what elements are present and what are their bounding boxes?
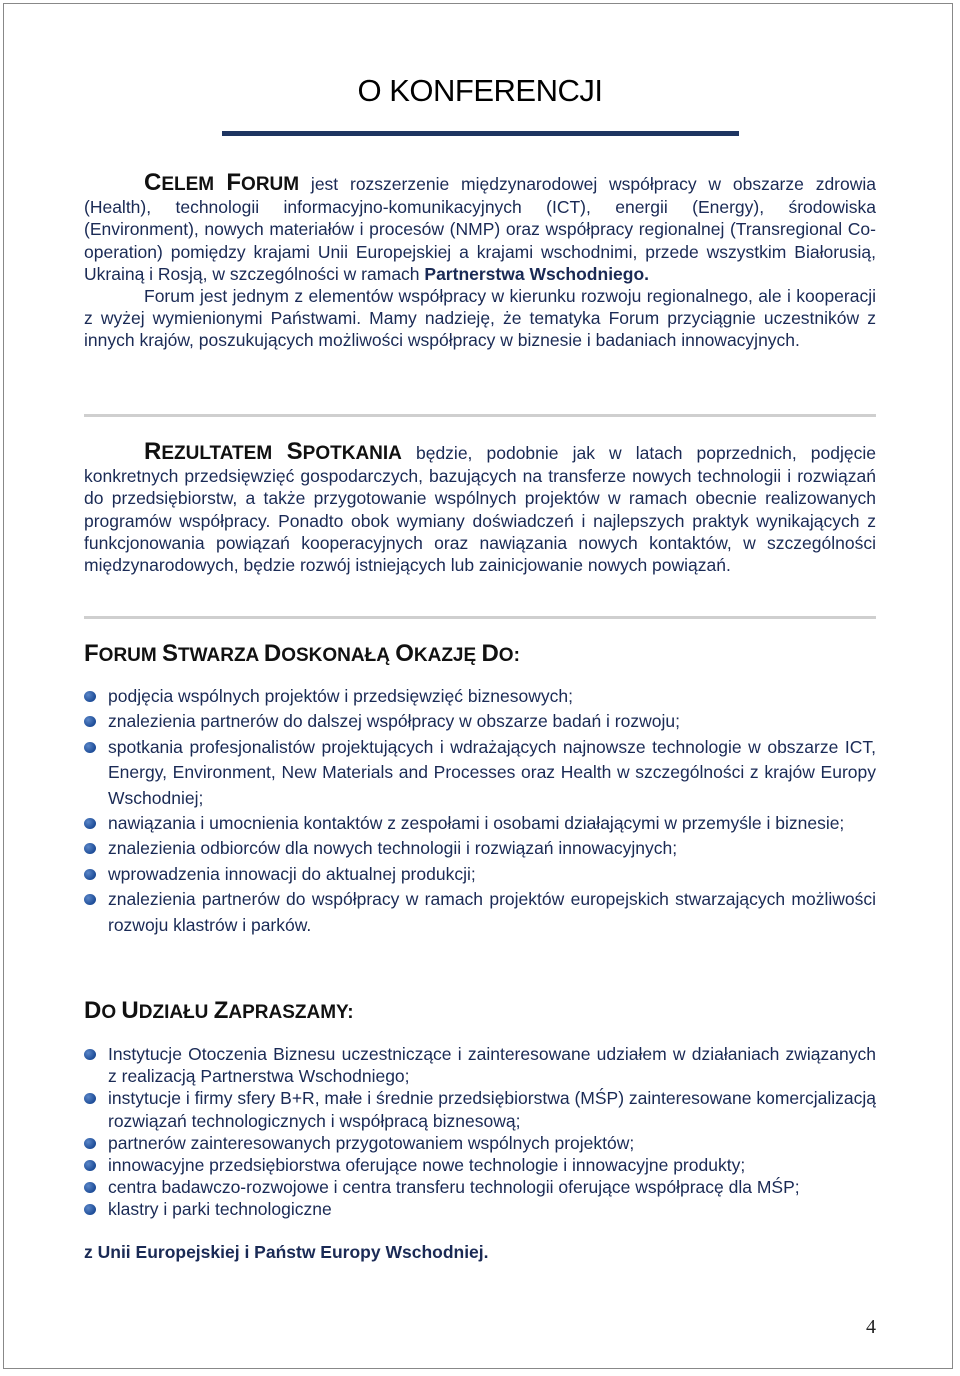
bullet-icon (84, 818, 96, 829)
lead-word-potkania: POTKANIA (302, 443, 402, 464)
list-item: spotkania profesjonalistów projektujących i wdrażających najnowsze technologie w obszarze ICT, Energy, Environment, New Materials and Processes oraz Health w szczególności z krajów Europy Wschodniej; (84, 735, 876, 811)
list-item: nawiązania i umocnienia kontaktów z zespołami i osobami działającymi w przemyśle i biznesie; (84, 811, 876, 836)
list-item: klastry i parki technologiczne (84, 1198, 876, 1220)
list-item: innowacyjne przedsiębiorstwa oferujące nowe technologie i innowacyjne produkty; (84, 1154, 876, 1176)
lead-letter-r: R (144, 438, 162, 465)
bullet-icon (84, 1182, 96, 1193)
zapraszamy-list (84, 1043, 876, 1221)
bullet-icon (84, 742, 96, 753)
forum-okazja-heading: FORUM STWARZA DOSKONAŁĄ OKAZJĘ DO: (84, 640, 520, 667)
section-celem-forum (84, 169, 876, 352)
zapraszamy-heading: DO UDZIAŁU ZAPRASZAMY: (84, 997, 354, 1024)
section-rezultatem (84, 438, 876, 576)
bullet-icon (84, 691, 96, 702)
lead-letter-c: C (144, 169, 162, 196)
partnership-name: Partnerstwa Wschodniego. (424, 263, 650, 284)
list-item: znalezienia partnerów do dalszej współpracy w obszarze badań i rozwoju; (84, 709, 876, 734)
divider-1 (84, 414, 876, 417)
list-item: wprowadzenia innowacji do aktualnej produkcji; (84, 862, 876, 887)
list-item: centra badawczo-rozwojowe i centra transferu technologii oferujące współpracę dla MŚP; (84, 1176, 876, 1198)
divider-2 (84, 616, 876, 619)
bullet-icon (84, 1049, 96, 1060)
list-item: znalezienia partnerów do współpracy w ramach projektów europejskich stwarzających możliwości rozwoju klastrów i parków. (84, 887, 876, 938)
okazja-list (84, 684, 876, 938)
page-number: 4 (866, 1316, 876, 1338)
list-item: znalezienia odbiorców dla nowych technologii i rozwiązań innowacyjnych; (84, 836, 876, 861)
bullet-icon (84, 1093, 96, 1104)
list-item: instytucje i firmy sfery B+R, małe i średnie przedsiębiorstwa (MŚP) zainteresowane komercjalizacją rozwiązań technologicznych i współpracą biznesową; (84, 1087, 876, 1131)
celem-text: jest rozszerzenie międzynarodowej współpracy w obszarze zdrowia (Health), technologii informacyjno-komunikacyjnych (ICT), energii (Energy), środowiska (Environment), nowych materiałów i procesów (NMP) oraz współpracy regionalnej (Transregional Co-operation) pomiędzy krajami Unii Europejskiej a krajami wschodnimi, przede wszystkim Białorusią, Ukrainą i Rosją, w szczególności w ramach (84, 174, 876, 284)
list-item: partnerów zainteresowanych przygotowaniem wspólnych projektów; (84, 1132, 876, 1154)
bullet-icon (84, 869, 96, 880)
bullet-icon (84, 716, 96, 727)
list-item: podjęcia wspólnych projektów i przedsięwzięć biznesowych; (84, 684, 876, 709)
rezultatem-paragraph (84, 438, 876, 576)
lead-word-orum: ORUM (241, 174, 300, 195)
bullet-icon (84, 894, 96, 905)
forum-paragraph: Forum jest jednym z elementów współpracy w kierunku rozwoju regionalnego, ale i kooperacji z wyżej wymienionymi Państwami. Mamy nadzieję, że tematyka Forum przyciągnie uczestników z innych krajów, poszukujących możliwości współpracy w biznesie i badaniach innowacyjnych. (84, 286, 876, 351)
bullet-icon (84, 1138, 96, 1149)
lead-letter-f: F (226, 169, 242, 196)
list-item: Instytucje Otoczenia Biznesu uczestniczące i zainteresowane udziałem w działaniach związanych z realizacją Partnerstwa Wschodniego; (84, 1043, 876, 1087)
title-underline (222, 131, 739, 136)
bullet-icon (84, 1160, 96, 1171)
closing-line: z Unii Europejskiej i Państw Europy Wschodniej. (84, 1242, 489, 1262)
lead-letter-s: S (286, 438, 303, 465)
rezultatem-text: będzie, podobnie jak w latach poprzednich, podjęcie konkretnych przedsięwzięć gospodarczych, bazujących na transferze nowych technologii i rozwiązań do przedsiębiorstw, a także przygotowanie wspólnych projektów w ramach obecnie realizowanych programów współpracy. Ponadto obok wymiany doświadczeń i najlepszych praktyk wynikających z funkcjonowania powiązań kooperacyjnych oraz nawiązania nowych kontaktów, w szczególności międzynarodowych, będzie rozwój istniejących lub zainicjowanie nowych powiązań. (84, 443, 876, 576)
bullet-icon (84, 843, 96, 854)
page-title: O KONFERENCJI (357, 73, 603, 108)
lead-word-ezultatem: EZULTATEM (161, 443, 287, 464)
bullet-icon (84, 1204, 96, 1215)
celem-paragraph (84, 169, 876, 285)
lead-word-elem: ELEM (161, 174, 227, 195)
